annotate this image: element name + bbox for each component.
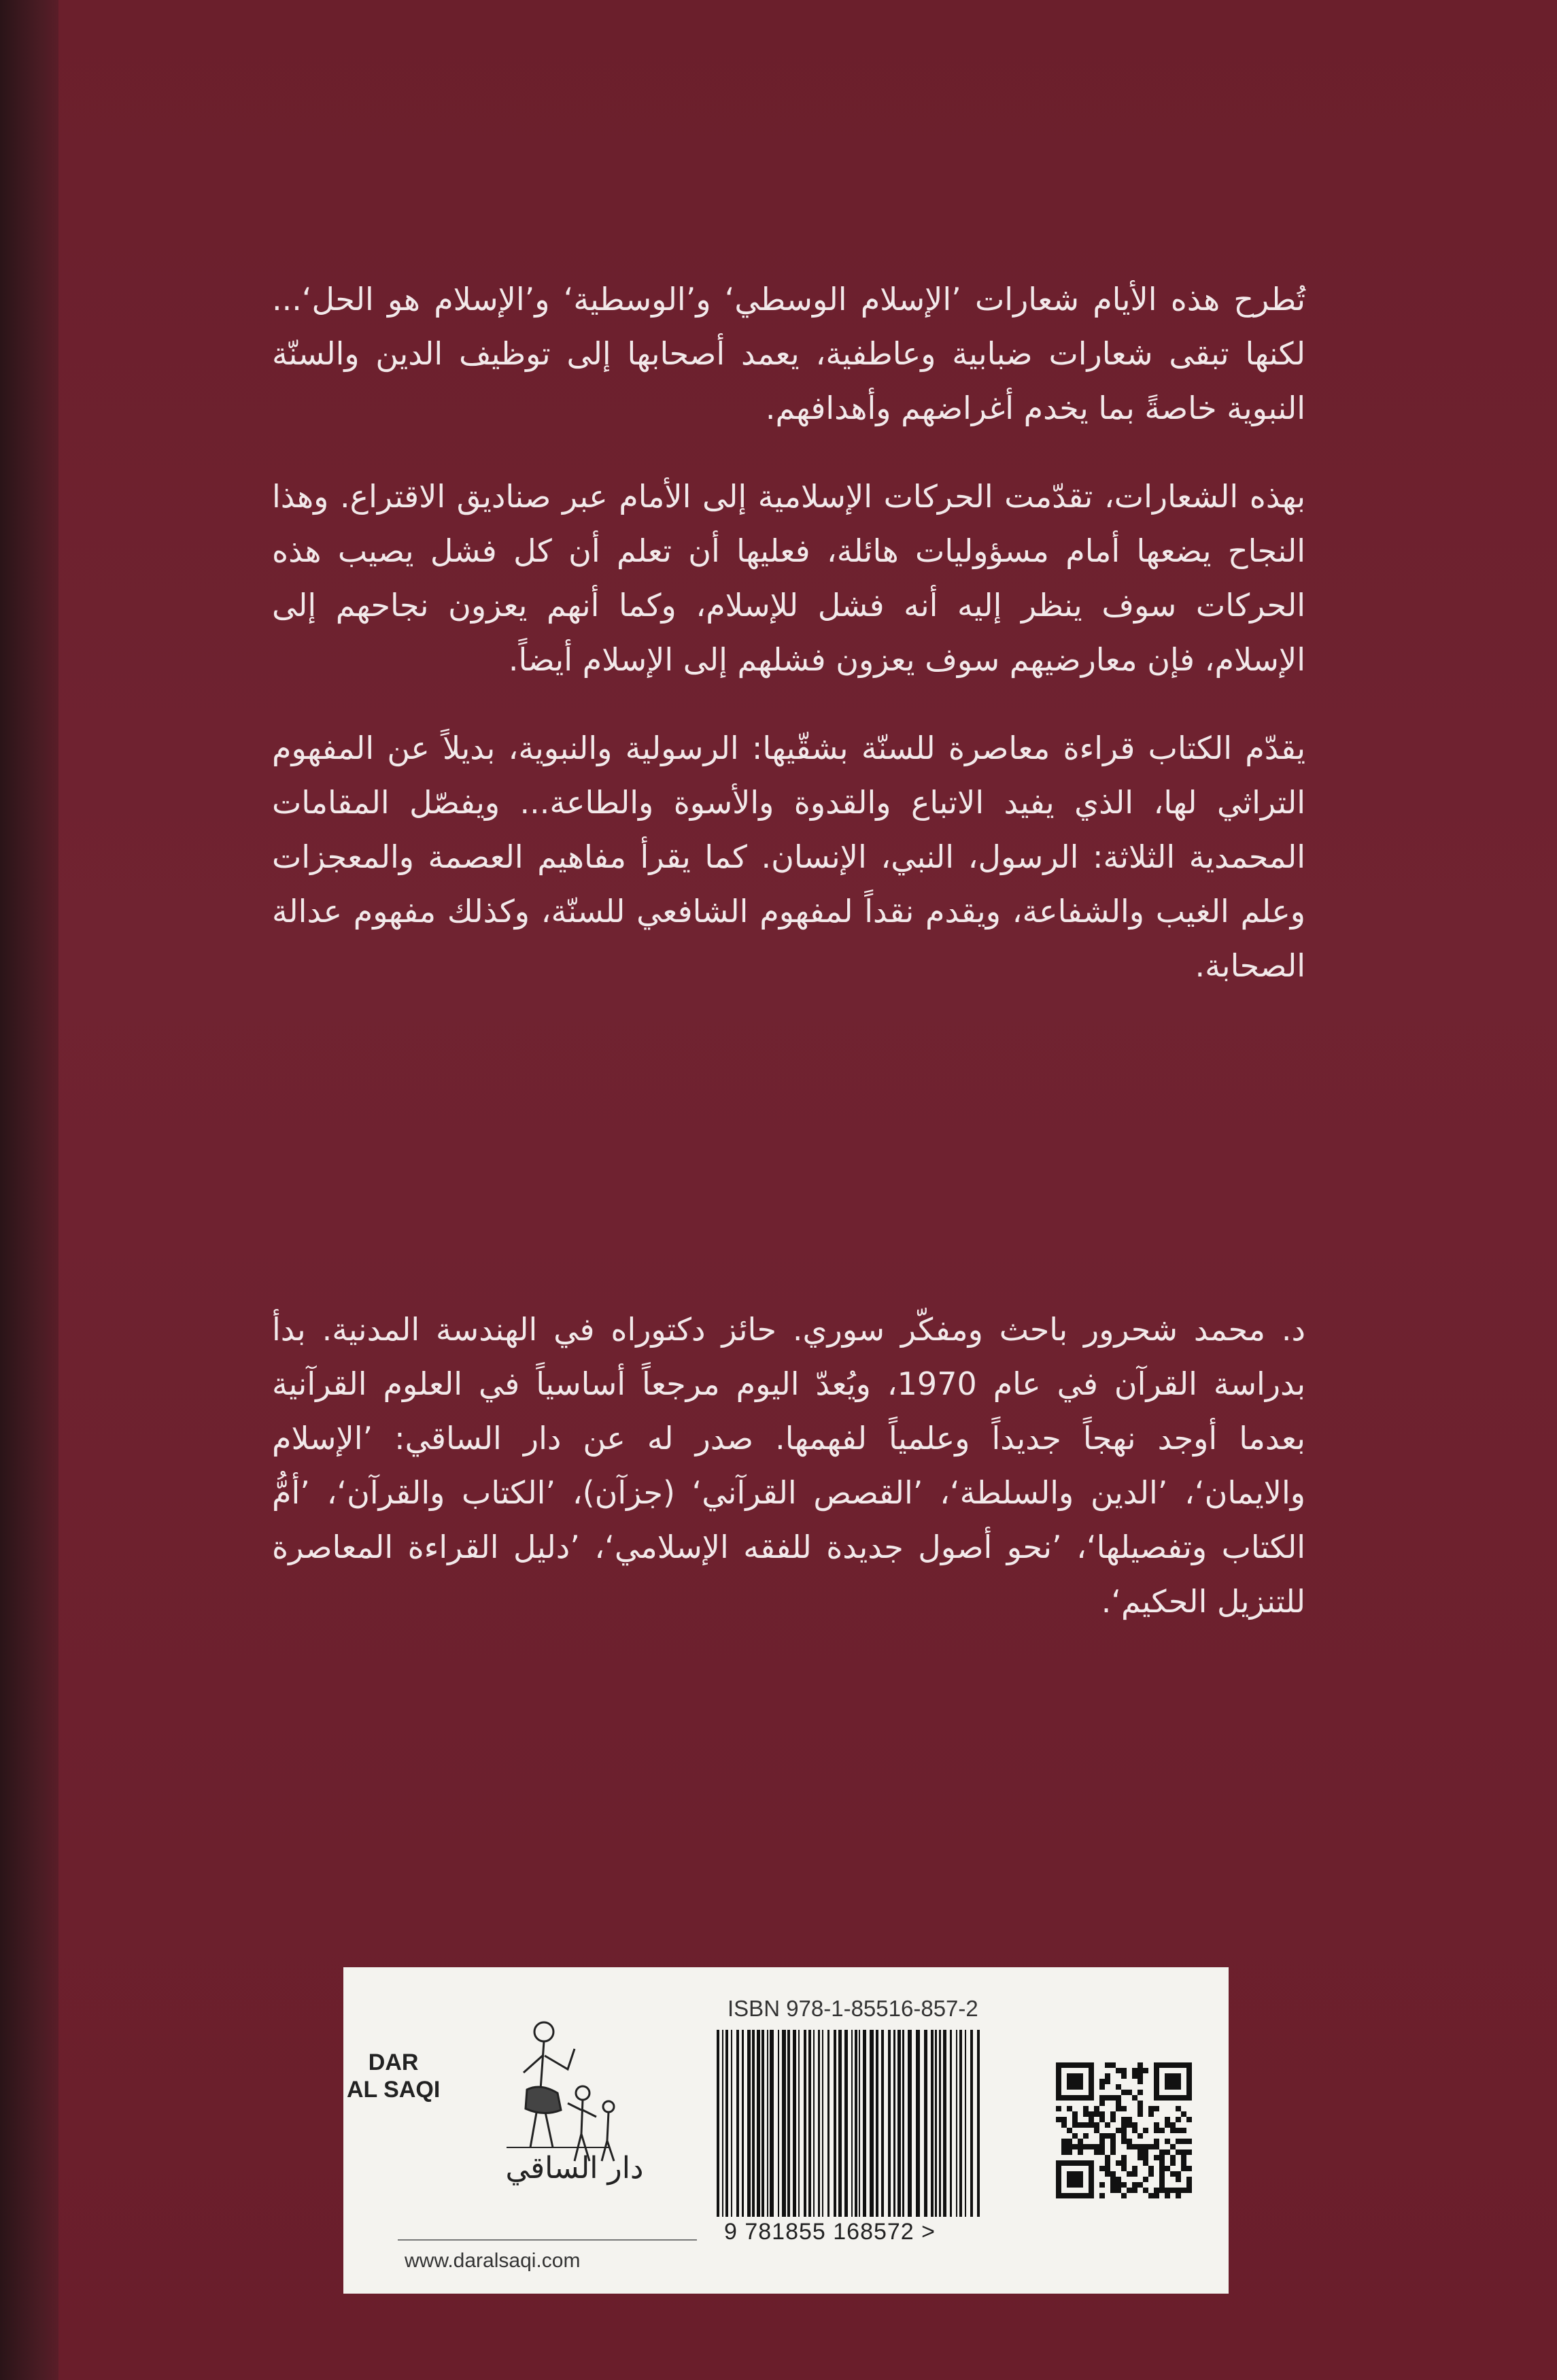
publisher-latin-line1: DAR (368, 2050, 419, 2075)
publisher-latin-line2: AL SAQI (347, 2077, 441, 2103)
blurb (272, 272, 1305, 1027)
publisher-arabic: دار الساقي (505, 2151, 644, 2186)
publisher-name-latin (347, 2049, 440, 2103)
qr-code-icon (1056, 2062, 1192, 2198)
author-bio-block (272, 1302, 1305, 1663)
publisher-logo (405, 2008, 656, 2192)
figures-illustration-icon (507, 2022, 614, 2161)
blurb-paragraph: بهذه الشعارات، تقدّمت الحركات الإسلامية إلى الأمام عبر صناديق الاقتراع. وهذا النجاح يضعها أمام مسؤوليات هائلة، فعليها أن تعلم أن كل فشل يصيب هذه الحركات سوف ينظر إليه أنه فشل للإسلام، وكما أنهم يعزون نجاحهم إلى الإسلام، فإن معارضيهم سوف يعزون فشلهم إلى الإسلام أيضاً. (272, 478, 1305, 678)
barcode (714, 2030, 986, 2217)
publisher-website: www.daralsaqi.com (405, 2249, 581, 2272)
book-spine-edge (0, 0, 58, 2380)
label-panel (343, 1967, 1229, 2294)
author-bio: د. محمد شحرور باحث ومفكّر سوري. حائز دكتوراه في الهندسة المدنية. بدأ بدراسة القرآن في عام 1970، ويُعدّ اليوم مرجعاً أساسياً في العلوم القرآنية بعدما أوجد نهجاً جديداً وعلمياً لفهمها. صدر له عن دار الساقي: ’الإسلام والايمان‘، ’الدين والسلطة‘، ’القصص القرآني‘ (جزآن)، ’الكتاب والقرآن‘، ’أمُّ الكتاب وتفصيلها‘، ’نحو أصول جديدة للفقه الإسلامي‘، ’دليل القراءة المعاصرة للتنزيل الحكيم‘. (272, 1311, 1306, 1620)
blurb-paragraph: يقدّم الكتاب قراءة معاصرة للسنّة بشقّيها: الرسولية والنبوية، بديلاً عن المفهوم التراثي لها، الذي يفيد الاتباع والقدوة والأسوة والطاعة... ويفصّل المقامات المحمدية الثلاثة: الرسول، النبي، الإنسان. كما يقرأ مفاهيم العصمة والمعجزات وعلم الغيب والشفاعة، ويقدم نقداً لمفهوم الشافعي للسنّة، وكذلك مفهوم عدالة الصحابة. (272, 730, 1305, 984)
isbn: ISBN 978-1-85516-857-2 (728, 1996, 978, 2021)
blurb-paragraph: تُطرح هذه الأيام شعارات ’الإسلام الوسطي‘ و’الوسطية‘ و’الإسلام هو الحل‘... لكنها تبقى شعارات ضبابية وعاطفية، يعمد أصحابها إلى توظيف الدين والسنّة النبوية خاصةً بما يخدم أغراضهم وأهدافهم. (272, 281, 1305, 426)
divider (398, 2239, 697, 2241)
barcode-digits: 9 781855 168572 > (724, 2219, 936, 2245)
